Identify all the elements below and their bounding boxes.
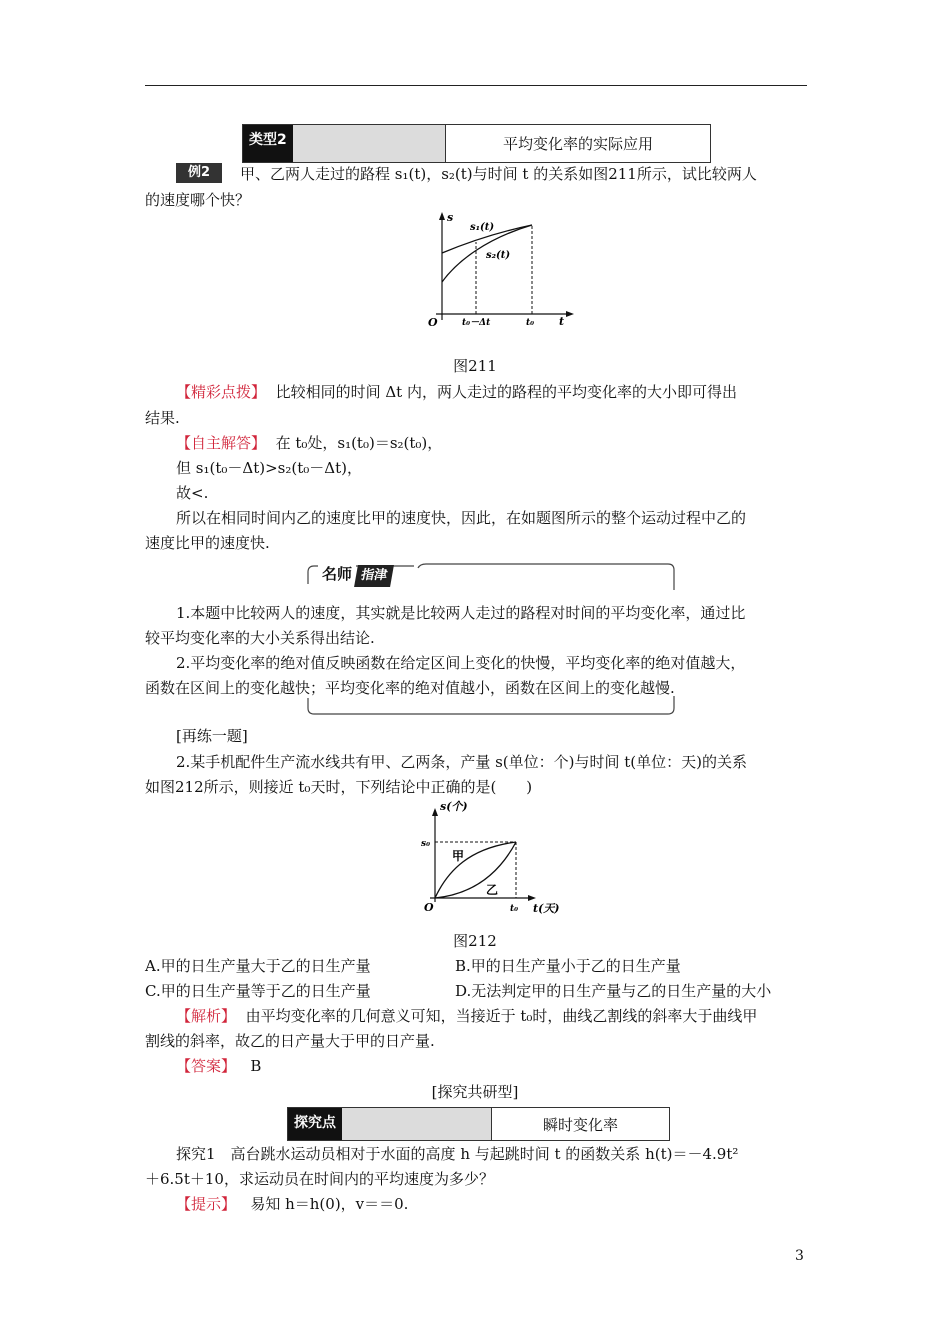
tips-title: [318, 563, 392, 585]
highlight-label: 【精彩点拨】: [176, 383, 267, 401]
figure-212: [420, 800, 570, 922]
figure-212-caption: 图212: [453, 932, 497, 950]
solution-text1: 在 t₀处，s₁(t₀)＝s₂(t₀)，: [275, 434, 443, 452]
fig211-y-arrow: [439, 212, 445, 220]
fig212-label-x: t(天): [533, 902, 560, 915]
section-type-title: 平均变化率的实际应用: [445, 125, 710, 162]
analysis-line2: 割线的斜率，故乙的日产量大于甲的日产量.: [145, 1032, 435, 1050]
section-type-tag: [243, 125, 445, 162]
figure-211-caption: 图211: [453, 357, 497, 375]
highlight-line2: 结果.: [145, 409, 180, 427]
explore-tag-label: 探究点: [288, 1108, 342, 1140]
tips-p1-line2: 较平均变化率的大小关系得出结论.: [145, 629, 375, 647]
option-d: D.无法判定甲的日生产量与乙的日生产量的大小: [455, 982, 772, 1000]
tips-frame-top-right: [418, 564, 674, 590]
practice-q-line1: 2.某手机配件生产流水线共有甲、乙两条，产量 s(单位：个)与时间 t(单位：天)的关系: [176, 753, 747, 771]
practice-q-line2: 如图212所示，则接近 t₀天时，下列结论中正确的是( ): [145, 778, 533, 796]
example-text-line2: 的速度哪个快？: [145, 191, 251, 209]
highlight-text1: 比较相同的时间 Δt 内，两人走过的路程的平均变化率的大小即可得出: [275, 383, 737, 401]
answer-value: B: [250, 1057, 262, 1075]
highlight-line1: [176, 381, 807, 403]
solution-line2: 但 s₁(t₀－Δt)>s₂(t₀－Δt)，: [176, 459, 362, 477]
analysis-line1: [176, 1005, 807, 1027]
fig212-curve-jia: [435, 842, 516, 898]
fig211-x-arrow: [566, 311, 574, 317]
fig211-label-y: s: [447, 211, 454, 224]
solution-line5: 速度比甲的速度快.: [145, 534, 270, 552]
option-c: C.甲的日生产量等于乙的日生产量: [145, 982, 371, 1000]
fig211-label-origin: O: [428, 316, 438, 329]
fig212-label-y: s(个): [440, 800, 468, 813]
fig211-label-s1: s₁(t): [470, 222, 495, 233]
tips-p1-line1: 1.本题中比较两人的速度，其实就是比较两人走过的路程对时间的平均变化率，通过比: [176, 604, 746, 622]
example-text-line1: 甲、乙两人走过的路程 s₁(t)，s₂(t)与时间 t 的关系如图211所示，试比较两人: [240, 165, 757, 183]
hint-label: 【提示】: [176, 1195, 237, 1213]
hint-text: 易知 h＝h(0)，v＝＝0.: [250, 1195, 409, 1213]
fig212-label-s0: s₀: [421, 839, 431, 849]
fig212-x-arrow: [528, 895, 536, 901]
header-rule: [145, 85, 807, 86]
solution-line3: 故<.: [176, 484, 209, 502]
example-badge: 例2: [176, 163, 222, 183]
fig212-label-origin: O: [424, 901, 434, 914]
solution-line1: [176, 432, 807, 454]
tips-title2: 指津: [354, 565, 394, 587]
fig212-y-arrow: [432, 808, 438, 816]
explore-title: 瞬时变化率: [491, 1108, 669, 1140]
section-type-label: 类型2: [243, 125, 293, 162]
solution-label: 【自主解答】: [176, 434, 267, 452]
explore1-line1: 探究1 高台跳水运动员相对于水面的高度 h 与起跳时间 t 的函数关系 h(t)＝－4.9t²: [176, 1145, 739, 1163]
fig211-label-t0: t₀: [526, 318, 535, 328]
fig211-label-x: t: [559, 315, 565, 328]
explore1-line2: ＋6.5t＋10，求运动员在时间内的平均速度为多少？: [145, 1170, 494, 1188]
answer-line: [176, 1055, 807, 1077]
option-a: A.甲的日生产量大于乙的日生产量: [145, 957, 371, 975]
option-b: B.甲的日生产量小于乙的日生产量: [455, 957, 681, 975]
fig212-label-jia: 甲: [452, 849, 465, 863]
analysis-text1: 由平均变化率的几何意义可知，当接近于 t₀时，曲线乙割线的斜率大于曲线甲: [245, 1007, 758, 1025]
section-type-box: [242, 124, 711, 163]
hint-line: [176, 1193, 807, 1215]
explore-section-header: [探究共研型]: [431, 1083, 519, 1101]
tips-title1: 名师: [318, 563, 356, 585]
figure-211: [418, 210, 578, 345]
page-number: 3: [795, 1248, 804, 1264]
solution-line4: 所以在相同时间内乙的速度比甲的速度快，因此，在如题图所示的整个运动过程中乙的: [176, 509, 747, 527]
fig212-label-t0: t₀: [510, 904, 519, 914]
answer-label: 【答案】: [176, 1057, 237, 1075]
tips-p2-line1: 2.平均变化率的绝对值反映函数在给定区间上变化的快慢，平均变化率的绝对值越大，: [176, 654, 746, 672]
fig211-label-s2: s₂(t): [486, 250, 511, 261]
explore-box: [287, 1107, 670, 1141]
fig212-curve-yi: [435, 842, 516, 898]
practice-header: [再练一题]: [176, 727, 248, 745]
analysis-label: 【解析】: [176, 1007, 237, 1025]
tips-p2-line2: 函数在区间上的变化越快；平均变化率的绝对值越小，函数在区间上的变化越慢.: [145, 679, 675, 697]
explore-tag: [288, 1108, 491, 1140]
fig212-label-yi: 乙: [486, 883, 499, 897]
fig211-label-t-minus: t₀－Δt: [462, 318, 491, 328]
